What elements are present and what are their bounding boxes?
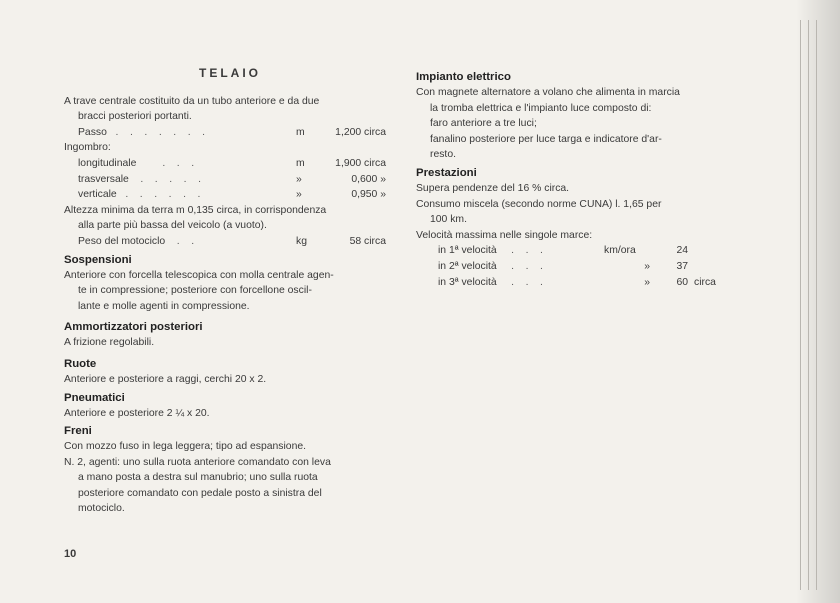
spec-row-longitudinale — [64, 156, 386, 172]
freni-line: a mano posta a destra sul manubrio; uno sulla ruota — [78, 472, 318, 484]
speed-label: in 1ª velocità . . . — [438, 245, 543, 257]
spec-unit: » — [296, 189, 302, 201]
ammortizzatori-line: A frizione regolabili. — [64, 337, 155, 349]
page-edge-line — [816, 20, 817, 590]
spec-row-trasversale — [64, 172, 386, 188]
page-number: 10 — [64, 548, 77, 560]
freni-line: motociclo. — [78, 503, 125, 515]
consumo-line: Consumo miscela (secondo norme CUNA) l. 1,65 per — [416, 198, 662, 210]
altezza-line: Altezza minima da terra m 0,135 circa, in corrispondenza — [64, 204, 327, 216]
spec-row-passo — [64, 125, 386, 141]
spec-label: longitudinale . . . — [78, 157, 195, 169]
heading-impianto-elettrico: Impianto elettrico — [416, 71, 511, 83]
spec-label: verticale . . . . . . — [78, 189, 201, 201]
ingombro-label: Ingombro: — [64, 142, 111, 154]
freni-line: Con mozzo fuso in lega leggera; tipo ad espansione. — [64, 441, 307, 453]
heading-freni: Freni — [64, 425, 92, 438]
speed-unit: » — [644, 260, 650, 272]
page-edge-line — [808, 20, 809, 590]
speed-row-1 — [416, 243, 734, 259]
consumo-line: 100 km. — [430, 214, 467, 226]
spec-value: 1,200 circa — [335, 126, 386, 138]
velocita-label: Velocità massima nelle singole marce: — [416, 229, 593, 241]
spec-value: 58 circa — [349, 235, 386, 247]
sospensioni-line: te in compressione; posteriore con forcellone oscil- — [78, 285, 312, 297]
impianto-line: Con magnete alternatore a volano che alimenta in marcia — [416, 87, 680, 98]
pendenze-line: Supera pendenze del 16 % circa. — [416, 182, 570, 194]
impianto-line: fanalino posteriore per luce targa e indicatore d'ar- — [430, 133, 662, 145]
spec-row-verticale — [64, 187, 386, 203]
spec-unit: m — [296, 157, 305, 169]
heading-prestazioni: Prestazioni — [416, 166, 477, 179]
telaio-desc-line: bracci posteriori portanti. — [78, 111, 192, 123]
spec-value: 0,600 » — [351, 173, 386, 185]
page-edge-shadow — [796, 0, 840, 603]
freni-line: posteriore comandato con pedale posto a sinistra del — [78, 487, 322, 499]
heading-sospensioni: Sospensioni — [64, 253, 132, 266]
spec-value: 0,950 » — [351, 189, 386, 201]
speed-unit: » — [644, 276, 650, 288]
sospensioni-line: Anteriore con forcella telescopica con molla centrale agen- — [64, 269, 334, 281]
sospensioni-line: lante e molle agenti in compressione. — [78, 300, 250, 312]
speed-value: 37 — [676, 260, 688, 272]
page-edge-line — [800, 20, 801, 590]
pneumatici-line: Anteriore e posteriore 2 ¼ x 20. — [64, 407, 210, 419]
right-column — [416, 66, 734, 290]
speed-label: in 3ª velocità . . . — [438, 276, 543, 288]
impianto-line: la tromba elettrica e l'impianto luce composto di: — [430, 102, 652, 114]
section-title-telaio: TELAIO — [199, 66, 261, 80]
impianto-line: faro anteriore a tre luci; — [430, 118, 537, 130]
speed-value: 24 — [676, 245, 688, 257]
impianto-line: resto. — [430, 149, 456, 161]
telaio-desc-line: A trave centrale costituito da un tubo anteriore e da due — [64, 95, 320, 107]
spec-unit: » — [296, 173, 302, 185]
speed-row-2 — [416, 259, 734, 275]
ruote-line: Anteriore e posteriore a raggi, cerchi 20 x 2. — [64, 373, 267, 385]
heading-ruote: Ruote — [64, 357, 97, 370]
speed-unit: km/ora — [604, 245, 636, 257]
spec-label: Passo . . . . . . . — [78, 126, 206, 138]
spec-value: 1,900 circa — [335, 157, 386, 169]
speed-row-3 — [416, 275, 734, 291]
speed-value: 60 — [676, 276, 688, 288]
heading-pneumatici: Pneumatici — [64, 391, 125, 404]
altezza-line: alla parte più bassa del veicolo (a vuoto). — [78, 220, 267, 232]
heading-ammortizzatori: Ammortizzatori posteriori — [64, 321, 203, 334]
spec-unit: kg — [296, 235, 307, 247]
speed-suffix: circa — [694, 276, 716, 288]
freni-line: N. 2, agenti: uno sulla ruota anteriore comandato con leva — [64, 456, 331, 468]
spec-unit: m — [296, 126, 305, 138]
spec-label: Peso del motociclo . . — [78, 235, 195, 247]
left-column — [64, 66, 386, 517]
speed-label: in 2ª velocità . . . — [438, 260, 543, 272]
spec-row-peso — [64, 234, 386, 250]
spec-label: trasversale . . . . . — [78, 173, 201, 185]
